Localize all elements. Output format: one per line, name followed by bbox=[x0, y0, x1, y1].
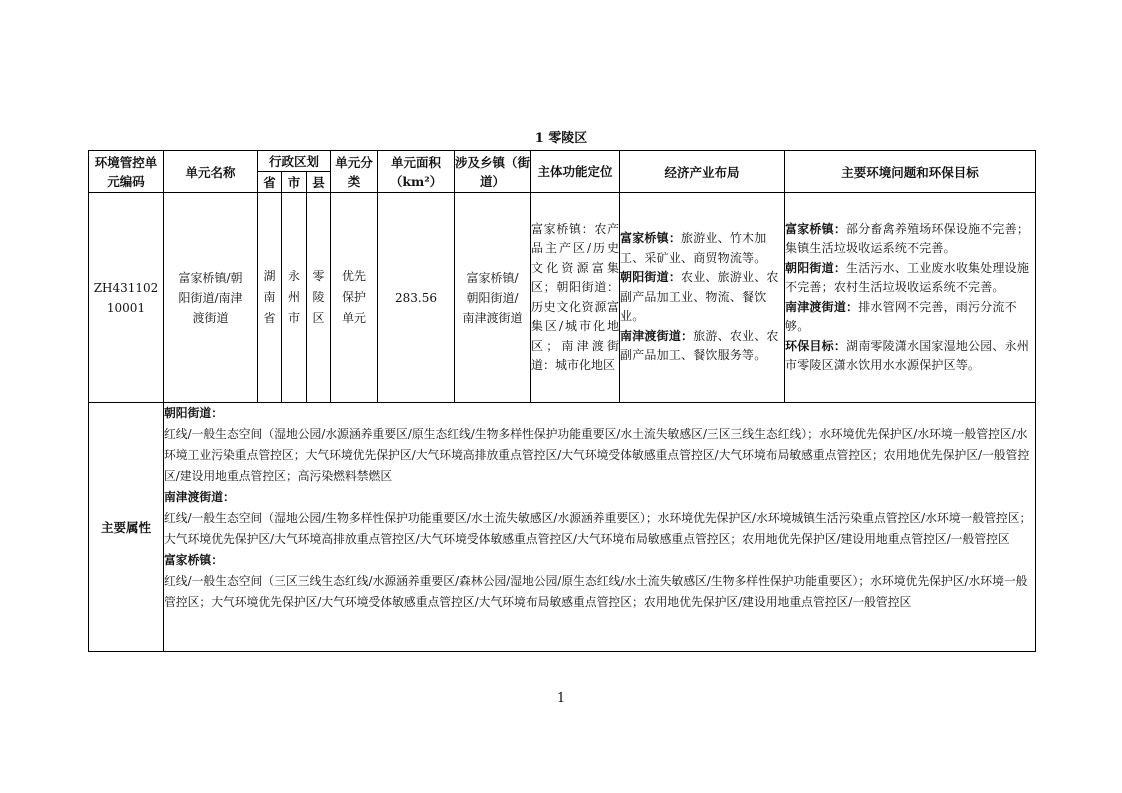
economy-label: 富家桥镇： bbox=[620, 231, 682, 246]
header-province: 省 bbox=[258, 172, 282, 193]
function-value: 富家桥镇：农产品主产区/历史 文化资源富集区；朝阳街道：历史文化资源富集区/城市化地 区；南津渡街道：城市化地区 bbox=[531, 193, 620, 403]
economy-value bbox=[620, 193, 785, 403]
issue-label: 环保目标： bbox=[785, 338, 847, 353]
unit-code: ZH43110210001 bbox=[89, 193, 164, 403]
issue-label: 富家桥镇： bbox=[785, 221, 847, 236]
header-category: 单元分类 bbox=[331, 151, 378, 193]
header-city: 市 bbox=[282, 172, 307, 193]
category-value: 优先保护单元 bbox=[331, 193, 378, 403]
issue-item bbox=[785, 298, 1035, 337]
page-title: 1 零陵区 bbox=[534, 131, 588, 146]
county-value: 零陵区 bbox=[307, 193, 331, 403]
attributes-row bbox=[89, 403, 1036, 652]
issue-label: 朝阳街道： bbox=[785, 260, 847, 275]
header-name: 单元名称 bbox=[164, 151, 258, 193]
attributes-text: 红线/一般生态空间（湿地公园/生物多样性保护功能重要区/水土流失敏感区/水源涵养重要区）；水环境优先保护区/水环境城镇生活污染重点管控区/水环境一般管控区；大气环境优先保护区/大气环境高排放重点管控区/大气环境受体敏感重点管控区/大气环境布局敏感重点管控区；农用地优先保护区/建设用地重点管控区/一般管控区 bbox=[164, 511, 1032, 546]
city-value: 永州市 bbox=[282, 193, 307, 403]
header-economy: 经济产业布局 bbox=[620, 151, 785, 193]
issue-text: 湖南零陵潇水国家湿地公园、永州市零陵区潇水饮用水水源保护区等。 bbox=[785, 338, 1030, 372]
economy-item bbox=[620, 268, 784, 327]
economy-text: 旅游、农业、农副产品加工、餐饮服务等。 bbox=[620, 328, 779, 363]
issue-text: 生活污水、工业废水收集处理设施不完善；农村生活垃圾收运系统不完善。 bbox=[785, 260, 1030, 294]
issue-text: 排水管网不完善，雨污分流不够。 bbox=[785, 299, 1017, 333]
management-unit-table bbox=[88, 150, 1036, 652]
province-value: 湖南省 bbox=[258, 193, 282, 403]
attributes-label: 主要属性 bbox=[89, 403, 164, 652]
header-row-1 bbox=[89, 151, 1036, 172]
header-area: 单元面积（km²） bbox=[378, 151, 455, 193]
attributes-heading: 朝阳街道： bbox=[164, 406, 223, 420]
attributes-text: 红线/一般生态空间（三区三线生态红线/水源涵养重要区/森林公园/湿地公园/原生态红线/水土流失敏感区/生物多样性保护功能重要区）；水环境优先保护区/水环境一般管控区；大气环境优先保护区/大气环境受体敏感重点管控区/大气环境布局敏感重点管控区；农用地优先保护区/建设用地重点管控区/一般管控区 bbox=[164, 574, 1028, 609]
header-issues: 主要环境问题和环保目标 bbox=[785, 151, 1036, 193]
attributes-heading: 南津渡街道： bbox=[164, 490, 235, 504]
economy-label: 南津渡街道： bbox=[620, 328, 694, 343]
economy-text: 旅游业、竹木加工、采矿业、商贸物流等。 bbox=[620, 231, 767, 265]
header-function: 主体功能定位 bbox=[531, 151, 620, 193]
header-code: 环境管控单元编码 bbox=[89, 151, 164, 193]
issue-item bbox=[785, 337, 1035, 376]
issue-item bbox=[785, 259, 1035, 298]
attributes-heading: 富家桥镇： bbox=[164, 553, 223, 567]
header-towns: 涉及乡镇（街道） bbox=[455, 151, 531, 193]
attributes-text: 红线/一般生态空间（湿地公园/水源涵养重要区/原生态红线/生物多样性保护功能重要区/水土流失敏感区/三区三线生态红线）；水环境优先保护区/水环境一般管控区/水环境工业污染重点管控区；大气环境优先保护区/大气环境高排放重点管控区/大气环境受体敏感重点管控区/大气环境布局敏感重点管控区；农用地优先保护区/一般管控区/建设用地重点管控区；高污染燃料禁燃区 bbox=[164, 427, 1030, 483]
table-row bbox=[89, 193, 1036, 403]
unit-name: 富家桥镇/朝阳街道/南津渡街道 bbox=[164, 193, 258, 403]
issue-label: 南津渡街道： bbox=[785, 299, 859, 314]
economy-text: 农业、旅游业、农副产品加工业、物流、餐饮业。 bbox=[620, 270, 779, 324]
issue-text: 部分畜禽养殖场环保设施不完善；集镇生活垃圾收运系统不完善。 bbox=[785, 221, 1030, 255]
header-county: 县 bbox=[307, 172, 331, 193]
economy-item bbox=[620, 327, 784, 366]
attributes-content bbox=[164, 403, 1036, 652]
towns-value: 富家桥镇/朝阳街道/南津渡街道 bbox=[455, 193, 531, 403]
header-admin: 行政区划 bbox=[258, 151, 331, 172]
economy-item bbox=[620, 229, 784, 268]
economy-label: 朝阳街道： bbox=[620, 270, 682, 285]
issues-value bbox=[785, 193, 1036, 403]
area-value: 283.56 bbox=[378, 193, 455, 403]
issue-item bbox=[785, 220, 1035, 259]
page-number: 1 bbox=[556, 691, 566, 706]
